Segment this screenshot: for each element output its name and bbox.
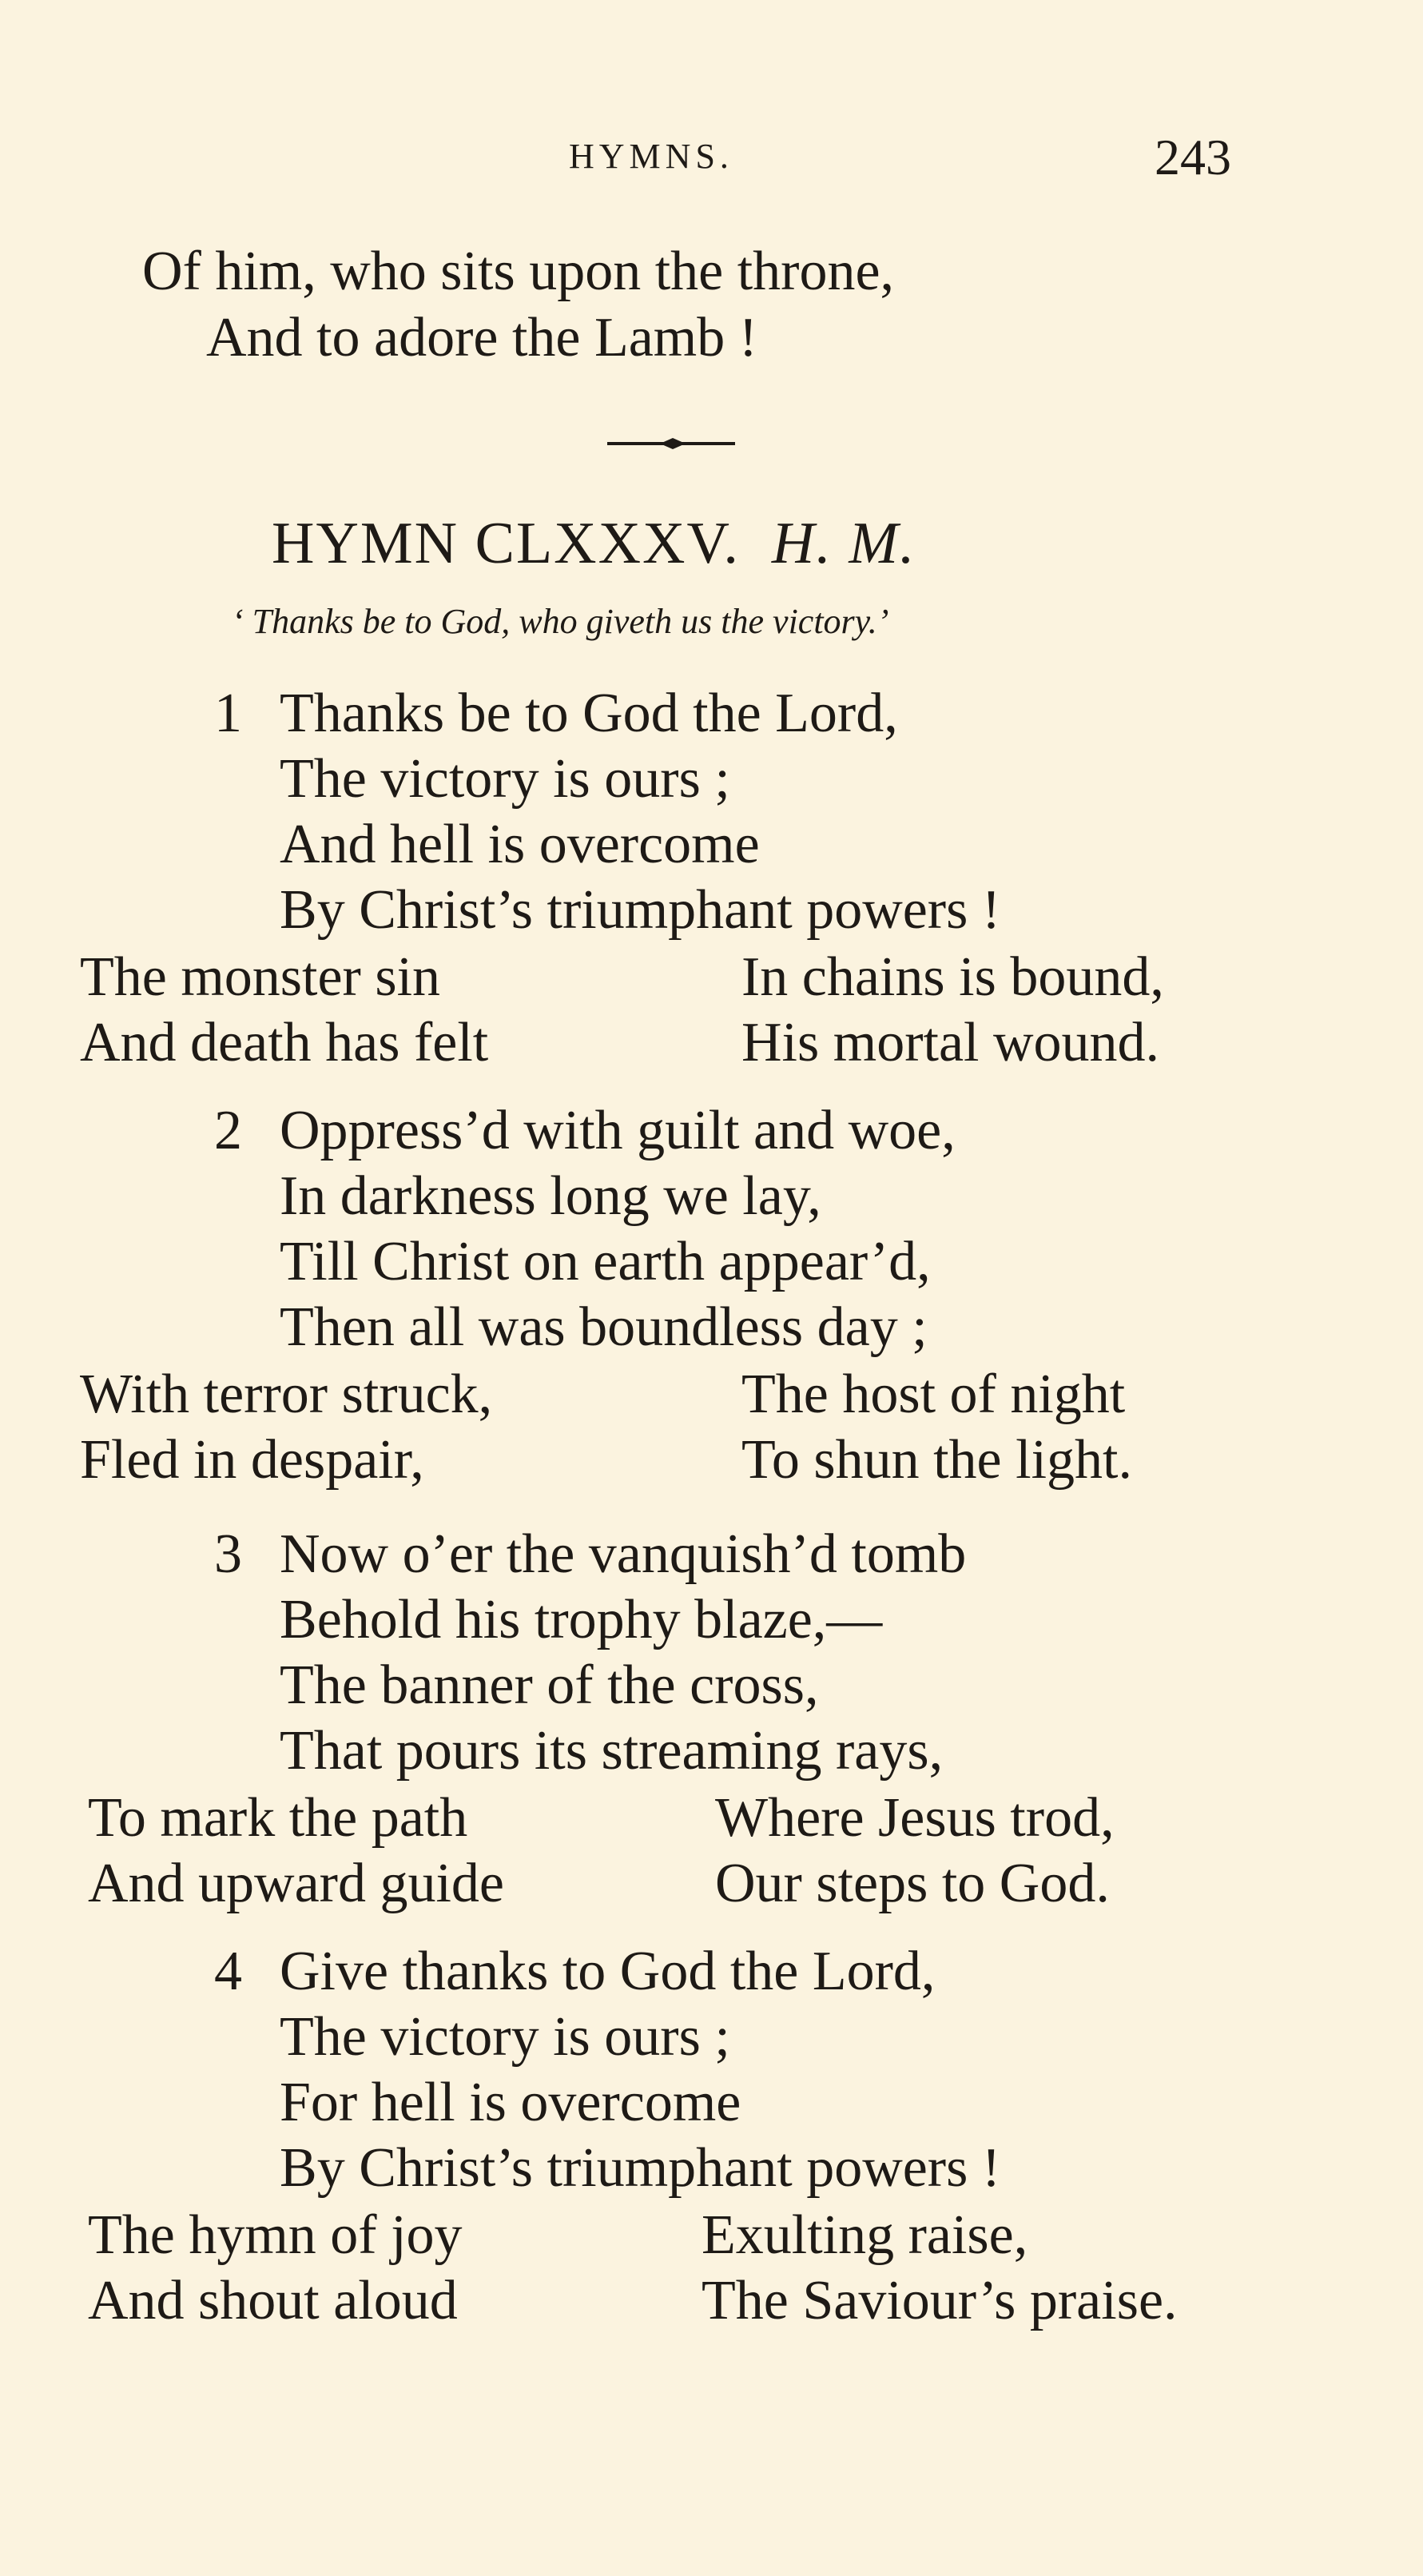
- couplet-left: With terror struck,: [80, 1364, 493, 1425]
- stanza-line: By Christ’s triumphant powers !: [280, 879, 1001, 941]
- stanza-line: The victory is ours ;: [280, 2006, 730, 2068]
- page-number: 243: [1155, 129, 1231, 185]
- stanza-line: Oppress’d with guilt and woe,: [280, 1100, 956, 1161]
- stanza-number: 3: [214, 1523, 242, 1585]
- couplet-right: His mortal wound.: [741, 1012, 1160, 1073]
- couplet-right: Exulting raise,: [702, 2204, 1028, 2266]
- stanza-line: By Christ’s triumphant powers !: [280, 2137, 1001, 2199]
- stanza-line: The banner of the cross,: [280, 1654, 819, 1716]
- stanza-line: For hell is overcome: [280, 2072, 741, 2133]
- hymn-epigraph: ‘ Thanks be to God, who giveth us the victory.’: [232, 602, 889, 641]
- stanza-line: Behold his trophy blaze,—: [280, 1589, 883, 1650]
- couplet-right: To shun the light.: [741, 1429, 1132, 1491]
- couplet-right: Our steps to God.: [715, 1853, 1110, 1914]
- stanza-line: The victory is ours ;: [280, 748, 730, 810]
- hymn-heading: [272, 510, 916, 578]
- stanza-number: 1: [214, 683, 242, 744]
- hymn-number: HYMN CLXXXV.: [272, 511, 740, 576]
- couplet-right: The Saviour’s praise.: [702, 2270, 1178, 2331]
- continuation-line-1: Of him, who sits upon the throne,: [142, 241, 895, 302]
- stanza-line: Give thanks to God the Lord,: [280, 1941, 936, 2002]
- continuation-line-2: And to adore the Lamb !: [206, 307, 758, 368]
- couplet-left: And death has felt: [80, 1012, 489, 1073]
- couplet-left: To mark the path: [88, 1787, 468, 1849]
- stanza-line: Now o’er the vanquish’d tomb: [280, 1523, 967, 1585]
- couplet-left: And shout aloud: [88, 2270, 458, 2331]
- stanza-number: 2: [214, 1100, 242, 1161]
- stanza-line: That pours its streaming rays,: [280, 1720, 944, 1782]
- couplet-left: The monster sin: [80, 946, 441, 1008]
- couplet-right: The host of night: [741, 1364, 1126, 1425]
- stanza-number: 4: [214, 1941, 242, 2002]
- hymn-meter: H. M.: [771, 511, 916, 576]
- stanza-line: Till Christ on earth appear’d,: [280, 1231, 931, 1292]
- stanza-line: Then all was boundless day ;: [280, 1296, 928, 1358]
- stanza-line: And hell is overcome: [280, 814, 760, 875]
- couplet-right: Where Jesus trod,: [715, 1787, 1115, 1849]
- running-title: HYMNS.: [569, 137, 733, 176]
- couplet-left: And upward guide: [88, 1853, 505, 1914]
- couplet-right: In chains is bound,: [741, 946, 1164, 1008]
- ornament-divider: [607, 436, 735, 452]
- stanza-line: In darkness long we lay,: [280, 1165, 821, 1227]
- couplet-left: The hymn of joy: [88, 2204, 463, 2266]
- stanza-line: Thanks be to God the Lord,: [280, 683, 898, 744]
- couplet-left: Fled in despair,: [80, 1429, 424, 1491]
- running-head: [0, 128, 1423, 184]
